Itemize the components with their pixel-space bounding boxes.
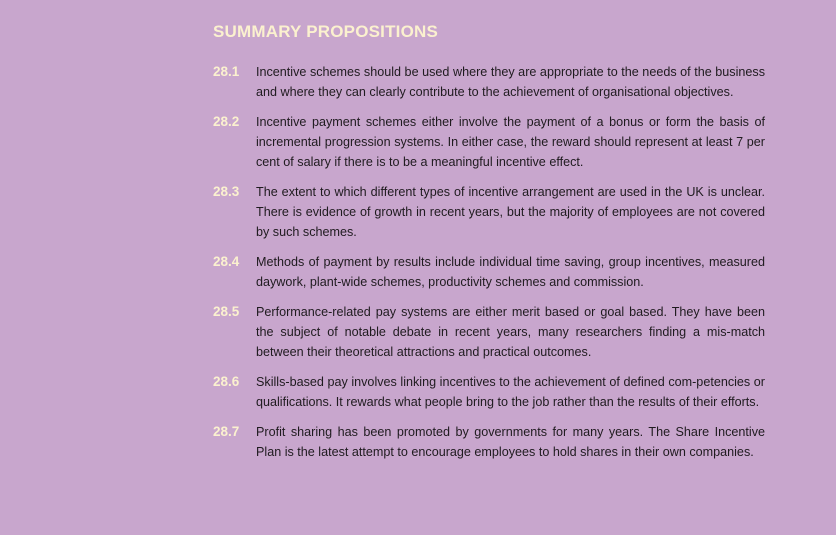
proposition-item xyxy=(213,252,765,292)
proposition-item xyxy=(213,182,765,242)
proposition-text: The extent to which different types of incentive arrangement are used in the UK is unclear. There is evidence of growth in recent years, but the majority of employees are not covered by such schemes. xyxy=(256,185,765,239)
proposition-number: 28.7 xyxy=(213,424,240,439)
proposition-number: 28.1 xyxy=(213,64,240,79)
proposition-item xyxy=(213,422,765,462)
proposition-item xyxy=(213,62,765,102)
proposition-text: Profit sharing has been promoted by governments for many years. The Share Incentive Plan is the latest attempt to encourage employees to hold shares in their own companies. xyxy=(256,425,765,459)
proposition-text: Methods of payment by results include individual time saving, group incentives, measured daywork, plant-wide schemes, productivity schemes and commission. xyxy=(256,255,765,289)
section-title: SUMMARY PROPOSITIONS xyxy=(213,22,439,41)
proposition-text: Incentive schemes should be used where they are appropriate to the needs of the business and where they can clearly contribute to the achievement of organisational objectives. xyxy=(256,65,765,99)
proposition-text: Performance-related pay systems are either merit based or goal based. They have been the subject of notable debate in recent years, many researchers finding a mis-match between their theoretical attractions and practical outcomes. xyxy=(256,305,765,359)
proposition-item xyxy=(213,302,765,362)
proposition-number: 28.5 xyxy=(213,304,240,319)
proposition-number: 28.6 xyxy=(213,374,240,389)
proposition-item xyxy=(213,372,765,412)
proposition-number: 28.3 xyxy=(213,184,240,199)
proposition-number: 28.2 xyxy=(213,114,240,129)
proposition-text: Skills-based pay involves linking incentives to the achievement of defined com-petencies or qualifications. It rewards what people bring to the job rather than the results of their efforts. xyxy=(256,375,765,409)
propositions-list xyxy=(213,62,765,472)
proposition-number: 28.4 xyxy=(213,254,240,269)
proposition-text: Incentive payment schemes either involve the payment of a bonus or form the basis of incremental progression systems. In either case, the reward should represent at least 7 per cent of salary if there is to be a meaningful incentive effect. xyxy=(256,115,765,169)
proposition-item xyxy=(213,112,765,172)
